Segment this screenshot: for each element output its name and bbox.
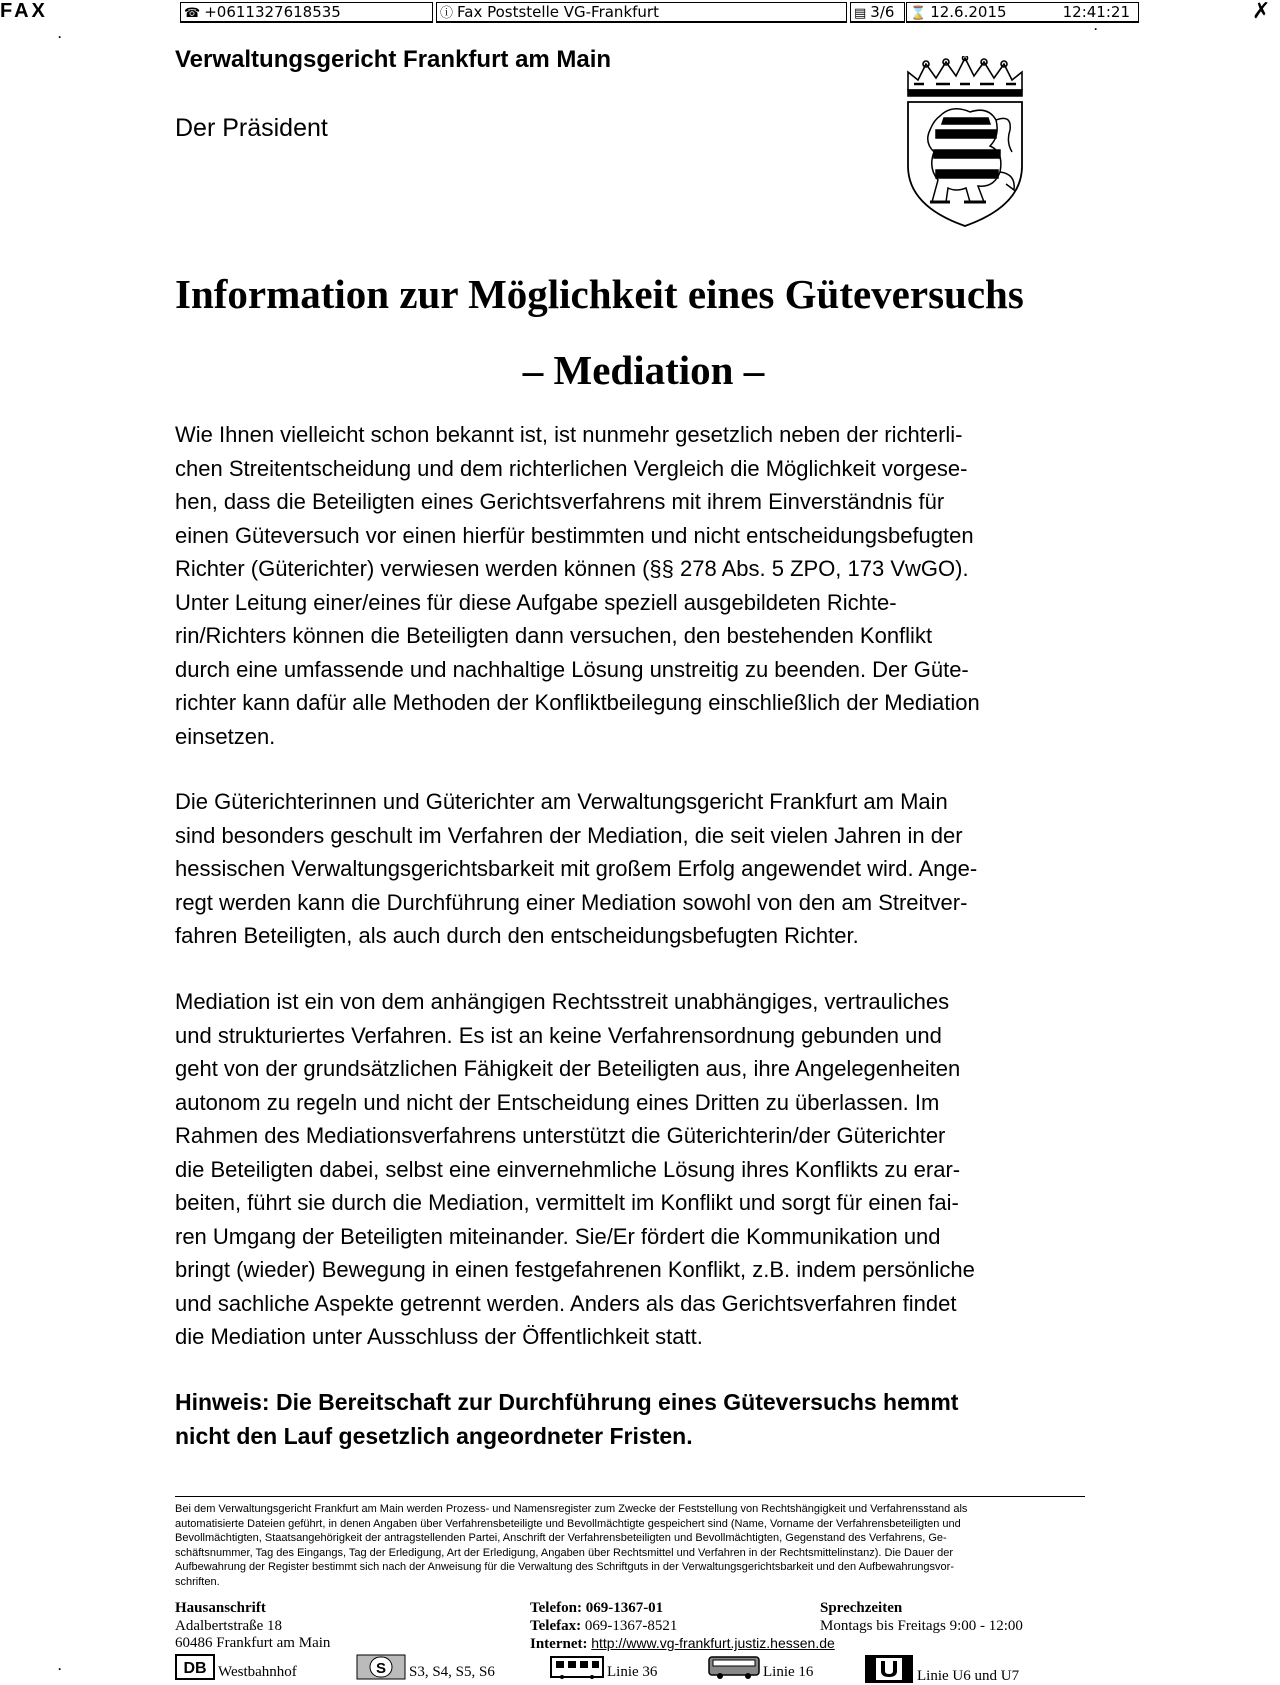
phone-icon: ☎ [184, 6, 201, 21]
notice [175, 1385, 1085, 1453]
transit-label: Westbahnhof [218, 1664, 297, 1680]
transit-item [864, 1654, 1019, 1685]
transit-item [708, 1654, 813, 1681]
footer-divider [175, 1496, 1085, 1497]
note-line: Bevollmächtigten, Staatsangehörigkeit der antragstellenden Partei, Anschrift der Verfahrensbeteiligten und Bevollmächtigten, Gegenstand des Verfahrens, Ge- [175, 1532, 947, 1544]
fax-header [0, 0, 1280, 26]
office-hours [820, 1600, 1023, 1635]
text-line: bringt (wieder) Bewegung in einen festgefahrenen Konflikt, z.B. indem persönliche [175, 1257, 975, 1282]
fax-mark: ✗ [1252, 0, 1271, 23]
text-line: hen, dass die Beteiligten eines Gerichtsverfahrens mit ihrem Einverständnis für [175, 489, 945, 514]
paragraph-1 [175, 418, 1095, 753]
website-link[interactable]: http://www.vg-frankfurt.justiz.hessen.de [591, 1635, 835, 1651]
note-line: Aufbewahrung der Register bestimmt sich nach der Anweisung für die Verwaltung des Schriftguts in der Verwaltungsgerichtsbarkeit und den Aufbewahrungsvor- [175, 1561, 954, 1573]
court-name: Verwaltungsgericht Frankfurt am Main [175, 46, 612, 73]
fax-date: 12.6.2015 [930, 3, 1007, 21]
transit-label: S3, S4, S5, S6 [409, 1664, 495, 1680]
hourglass-icon: ⌛ [910, 6, 927, 21]
text-line: und strukturiertes Verfahren. Es ist an keine Verfahrensordnung gebunden und [175, 1022, 942, 1048]
text-line: beiten, führt sie durch die Mediation, vermittelt im Konflikt und sorgt für einen fai- [175, 1190, 959, 1215]
paragraph-3 [175, 985, 1095, 1354]
fax-pages: 3/6 [870, 3, 895, 21]
text-line: chen Streitentscheidung und dem richterlichen Vergleich die Möglichkeit vorgese- [175, 455, 968, 481]
address-heading: Hausanschrift [175, 1600, 266, 1616]
crown-icon [908, 56, 1022, 96]
svg-text:DB: DB [183, 1660, 207, 1677]
phone-number: Telefon: 069-1367-01 [530, 1600, 664, 1616]
sbahn-logo-icon [356, 1654, 406, 1680]
text-line: autonom zu regeln und nicht der Entscheidung eines Dritten zu überlassen. Im [175, 1089, 940, 1115]
text-line: regt werden kann die Durchführung einer Mediation sowohl von den am Streitver- [175, 889, 968, 915]
fax-number-label: Telefax: [530, 1617, 582, 1634]
info-icon: ⓘ [440, 6, 454, 21]
text-line: Wie Ihnen vielleicht schon bekannt ist, ist nunmehr gesetzlich neben der richterli- [175, 422, 963, 447]
transit-label: Linie 16 [763, 1664, 814, 1680]
text-line: geht von der grundsätzlichen Fähigkeit der Beteiligten aus, ihre Angelegenheiten [175, 1056, 961, 1081]
fax-phone-box [180, 2, 433, 23]
text-line: einen Güteversuch vor einen hierfür bestimmten und nicht entscheidungsbefugten [175, 522, 974, 548]
text-line: sind besonders geschult im Verfahren der Mediation, die seit vielen Jahren in der [175, 822, 963, 848]
transit-label: Linie 36 [607, 1664, 658, 1680]
fax-phone-number: +0611327618535 [204, 3, 341, 21]
text-line: Rahmen des Mediationsverfahrens unterstützt die Güterichterin/der Güterichter [175, 1123, 946, 1148]
text-line: hessischen Verwaltungsgerichtsbarkeit mit großem Erfolg angewendet wird. Ange- [175, 856, 978, 881]
text-line: die Beteiligten dabei, selbst eine einvernehmliche Lösung ihres Konflikts zu erar- [175, 1156, 961, 1182]
fax-time: 12:41:21 [1062, 3, 1130, 21]
text-line: Die Güterichterinnen und Güterichter am Verwaltungsgericht Frankfurt am Main [175, 789, 948, 814]
text-line: ren Umgang der Beteiligten miteinander. Sie/Er fördert die Kommunikation und [175, 1223, 941, 1249]
text-line: einsetzen. [175, 723, 276, 749]
paragraph-2 [175, 785, 1095, 953]
notice-line: Hinweis: Die Bereitschaft zur Durchführung eines Güteversuchs hemmt [175, 1389, 959, 1415]
text-line: die Mediation unter Ausschluss der Öffentlichkeit statt. [175, 1324, 703, 1349]
contact-info [530, 1600, 835, 1654]
address-city: 60486 Frankfurt am Main [175, 1635, 331, 1651]
transit-item [356, 1654, 495, 1681]
document-subtitle: – Mediation – [522, 347, 765, 393]
note-line: Bei dem Verwaltungsgericht Frankfurt am Main werden Prozess- und Namensregister zum Zwecke der Feststellung von Rechtshängigkeit und Verfahrensstand als [175, 1503, 968, 1515]
lion-icon [928, 109, 1014, 202]
hessen-coat-of-arms-icon [900, 56, 1030, 228]
note-line: automatisierte Dateien geführt, in denen Angaben über Verfahrensbeteiligte und Bevollmächtigte gespeichert sind (Name, Vorname der Verfahrensbeteiligten und [175, 1517, 961, 1530]
text-line: richter kann dafür alle Methoden der Konfliktbeilegung einschließlich der Mediation [175, 690, 980, 715]
text-line: und sachliche Aspekte getrennt werden. Anders als das Gerichtsverfahren findet [175, 1290, 957, 1316]
tram-icon [550, 1654, 604, 1680]
page-icon: ▤ [854, 6, 867, 21]
text-line: fahren Beteiligten, als auch durch den entscheidungsbefugten Richter. [175, 923, 859, 948]
text-line: rin/Richters können die Beteiligten dann versuchen, den bestehenden Konflikt [175, 623, 933, 648]
fax-date-box [906, 2, 1139, 23]
svg-text:S: S [375, 1660, 387, 1677]
document-title: Information zur Möglichkeit eines Güteversuchs [175, 271, 1024, 317]
text-line: Mediation ist ein von dem anhängigen Rechtsstreit unabhängiges, vertrauliches [175, 989, 950, 1014]
note-line: schriften. [175, 1575, 220, 1588]
address-street: Adalbertstraße 18 [175, 1617, 283, 1634]
transit-item [175, 1654, 297, 1681]
scan-dot: · [1094, 22, 1098, 36]
fax-number: 069-1367-8521 [584, 1617, 678, 1634]
transit-label: Linie U6 und U7 [917, 1668, 1020, 1684]
text-line: Richter (Güterichter) verwiesen werden können (§§ 278 Abs. 5 ZPO, 173 VwGO). [175, 556, 969, 581]
office-hours-text: Montags bis Freitags 9:00 - 12:00 [820, 1617, 1023, 1634]
bus-icon [708, 1654, 760, 1680]
internet-label: Internet: [530, 1636, 588, 1652]
text-line: Unter Leitung einer/eines für diese Aufgabe speziell ausgebildeten Richte- [175, 589, 897, 615]
text-line: durch eine umfassende und nachhaltige Lösung unstreitig zu beenden. Der Güte- [175, 656, 969, 682]
notice-line: nicht den Lauf gesetzlich angeordneter Fristen. [175, 1423, 693, 1449]
scan-dot: · [58, 30, 62, 44]
data-protection-note [175, 1502, 1090, 1589]
office-hours-heading: Sprechzeiten [820, 1600, 903, 1616]
fax-pages-box [850, 2, 905, 23]
scan-dot: · [58, 1662, 62, 1676]
department-name: Der Präsident [175, 114, 328, 142]
fax-sender: Fax Poststelle VG-Frankfurt [457, 3, 659, 21]
fax-label: FAX [0, 0, 48, 22]
db-logo-icon [175, 1654, 215, 1680]
postal-address [175, 1600, 330, 1653]
note-line: schäftsnummer, Tag des Eingangs, Tag der Erledigung, Art der Erledigung, Angaben über Rechtsmittel und Verfahren in der Rechtsmittelinstanz). Die Dauer der [175, 1546, 953, 1559]
ubahn-logo-icon [864, 1654, 914, 1684]
fax-sender-box [436, 2, 847, 23]
transit-item [550, 1654, 657, 1681]
